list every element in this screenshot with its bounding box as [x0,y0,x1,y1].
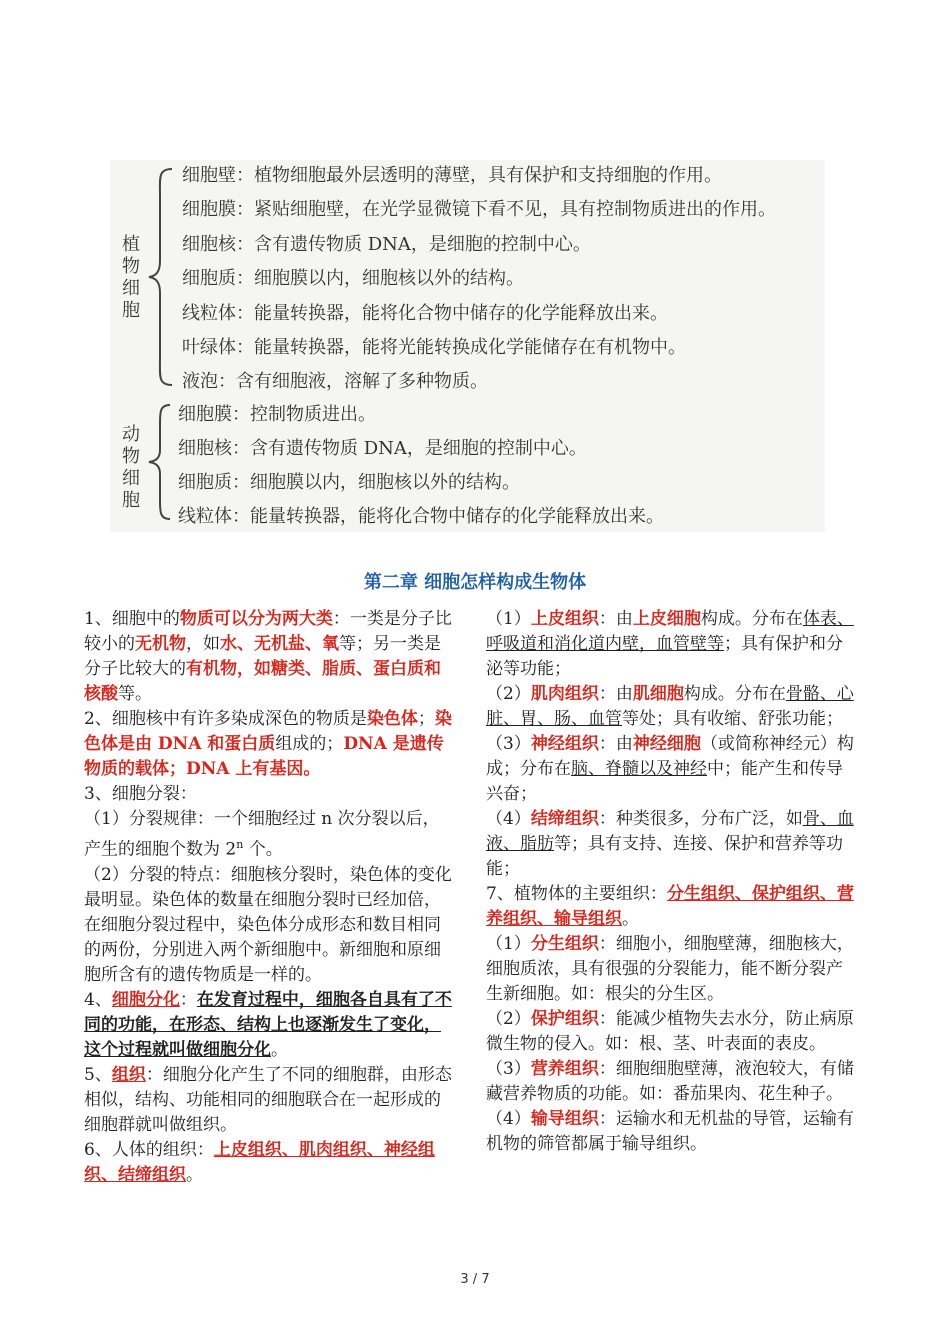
animal-cell-label [120,424,142,512]
left-column [84,607,452,1188]
text: （1）分裂规律：一个细胞经过 n 次分裂以后，产生的细胞个数为 2 [84,809,440,860]
paragraph-cell-substances [84,607,452,707]
highlight: 上皮组织、肌肉组织、神经组织、结缔组织 [84,1139,435,1185]
text: （1） [486,609,531,629]
text: 等。 [118,684,152,704]
label-char: 细 [122,468,140,489]
text: ；具有保护和分泌等功能； [486,634,843,679]
plant-row: 细胞膜：紧贴细胞壁，在光学显微镜下看不见，具有控制物质进出的作用。 [182,199,776,220]
text: ； [417,709,435,729]
label-char: 物 [122,446,140,467]
highlight: 结缔组织 [530,809,599,829]
paragraph-human-tissues [84,1138,452,1188]
text: 构成。分布在 [683,684,786,704]
right-column [486,607,854,1157]
text: 。 [186,1164,203,1185]
highlight: 无机物 [135,634,186,654]
paragraph-differentiation [84,988,452,1063]
paragraph-division-features: （2）分裂的特点：细胞核分裂时，染色体的变化最明显。染色体的数量在细胞分裂时已经加倍，在细胞分裂过程中，染色体分成形态和数目相同的两份，分别进入两个新细胞中。新细胞和原细胞所含有的遗传物质是一样的。 [84,864,452,985]
emphasis: 在发育过程中，细胞各自具有了不同的功能，在形态、结构上也逐渐发生了变化，这个过程就叫做细胞分化 [84,989,452,1060]
text: ： [179,989,197,1010]
plant-row: 细胞质：细胞膜以内，细胞核以外的结构。 [182,268,524,289]
underlined: 脑、脊髓以及神经 [571,759,707,779]
highlight: 肌细胞 [632,684,684,704]
text: 6、人体的组织： [84,1139,214,1160]
highlight: 神经组织 [530,734,599,754]
paragraph-protective [486,1007,854,1057]
paragraph-nervous [486,732,854,807]
paragraph-epithelial [486,607,854,682]
superscript: n [236,838,244,851]
text: ：由 [598,734,633,754]
text: （3） [486,734,531,754]
text: 等；另一类是分子比较大的 [84,634,441,679]
paragraph-meristem [486,932,854,1007]
label-char: 物 [122,256,140,277]
plant-cell-label [120,234,142,322]
text: 中；能产生和传导兴奋； [486,759,843,804]
text: （1） [486,934,531,954]
paragraph-chromosome [84,707,452,782]
highlight: 染色体是由 DNA 和蛋白质 [84,709,452,754]
text: 2、细胞核中有许多染成深色的物质是 [84,709,367,729]
label-char: 动 [122,424,140,445]
text: 7、植物体的主要组织： [486,884,667,904]
plant-row: 线粒体：能量转换器，能将化合物中储存的化学能释放出来。 [182,303,668,324]
plant-row: 叶绿体：能量转换器，能将光能转换成化学能储存在有机物中。 [182,337,686,358]
highlight: 染色体 [366,709,418,729]
label-char: 胞 [122,300,140,321]
highlight: 肌肉组织 [530,684,599,704]
highlight: 水、无机盐、氧 [220,634,339,654]
text: 组成的； [275,734,344,754]
paragraph-cell-division-heading: 3、细胞分裂： [84,784,197,804]
text: 4、 [84,989,112,1010]
text: 1、细胞中的 [84,609,180,629]
text: 等；具有支持、连接、保护和营养等功能； [486,834,843,879]
plant-row: 细胞核：含有遗传物质 DNA，是细胞的控制中心。 [182,234,591,255]
highlight: 上皮组织 [530,609,599,629]
highlight: 保护组织 [530,1009,599,1029]
text: （2） [486,684,531,704]
paragraph-muscle [486,682,854,732]
highlight: 组织 [111,1064,146,1085]
animal-row: 细胞核：含有遗传物质 DNA，是细胞的控制中心。 [178,438,587,459]
text: ：细胞分化产生了不同的细胞群，由形态相似，结构、功能相同的细胞联合在一起形成的细胞群就叫做组织。 [84,1064,452,1135]
plant-row: 液泡：含有细胞液，溶解了多种物质。 [182,371,488,392]
animal-brace-icon [146,402,176,522]
text: 5、 [84,1064,112,1085]
paragraph-nutritive [486,1057,854,1107]
highlight: 物质可以分为两大类 [179,609,333,629]
highlight: 上皮细胞 [632,609,701,629]
text: 构成。分布在 [700,609,803,629]
label-char: 植 [122,234,140,255]
paragraph-plant-tissues [486,882,854,932]
text: 等处；具有收缩、舒张功能； [622,709,843,729]
underlined: 体表、呼吸道和消化道内壁，血管壁等 [486,609,854,654]
plant-row: 细胞壁：植物细胞最外层透明的薄壁，具有保护和支持细胞的作用。 [182,165,722,186]
highlight: 营养组织 [530,1059,599,1079]
paragraph-division-rule [84,807,452,863]
paragraph-connective [486,807,854,882]
text: 个。 [243,839,283,860]
highlight: DNA 是遗传物质的载体；DNA 上有基因。 [84,734,444,779]
highlight: 有机物，如糖类、脂质、蛋白质和核酸 [84,659,441,704]
text: ：细胞细胞壁薄，液泡较大，有储藏营养物质的功能。如：番茄果肉、花生种子。 [486,1059,854,1104]
text: （3） [486,1059,531,1079]
highlight: 分生组织 [530,934,599,954]
text: ，如 [186,634,220,654]
underlined: 骨、血液、脂肪 [486,809,854,854]
highlight: 分生组织、保护组织、营养组织、输导组织 [486,884,854,929]
text: （或简称神经元）构成；分布在 [486,734,854,779]
page-number: 3 / 7 [460,1272,490,1287]
underlined: 骨骼、心脏、胃、肠、血管 [486,684,854,729]
cell-structure-figure [110,160,825,532]
text: （4） [486,1109,531,1129]
text: 。 [271,1039,288,1060]
paragraph-conducting [486,1107,854,1157]
label-char: 胞 [122,490,140,511]
highlight: 神经细胞 [632,734,701,754]
text: ：能减少植物失去水分，防止病原微生物的侵入。如：根、茎、叶表面的表皮。 [486,1009,854,1054]
paragraph-tissue [84,1063,452,1138]
highlight: 输导组织 [530,1109,599,1129]
plant-brace-icon [146,166,176,388]
text: ：细胞小，细胞壁薄，细胞核大，细胞质浓，具有很强的分裂能力，能不断分裂产生新细胞。如：根尖的分生区。 [486,934,854,1004]
chapter-title: 第二章 细胞怎样构成生物体 [363,572,587,593]
label-char: 细 [122,278,140,299]
text: （2） [486,1009,531,1029]
text: ：由 [598,609,633,629]
text: ：一类是分子比较小的 [84,609,452,654]
text: （4） [486,809,531,829]
animal-row: 细胞质：细胞膜以内，细胞核以外的结构。 [178,472,520,493]
animal-row: 细胞膜：控制物质进出。 [178,404,376,425]
text: 。 [622,909,639,929]
text: ：运输水和无机盐的导管，运输有机物的筛管都属于输导组织。 [486,1109,854,1154]
text: ：由 [598,684,633,704]
highlight: 细胞分化 [111,989,180,1010]
animal-row: 线粒体：能量转换器，能将化合物中储存的化学能释放出来。 [178,506,664,527]
text: ：种类很多，分布广泛，如 [598,809,803,829]
